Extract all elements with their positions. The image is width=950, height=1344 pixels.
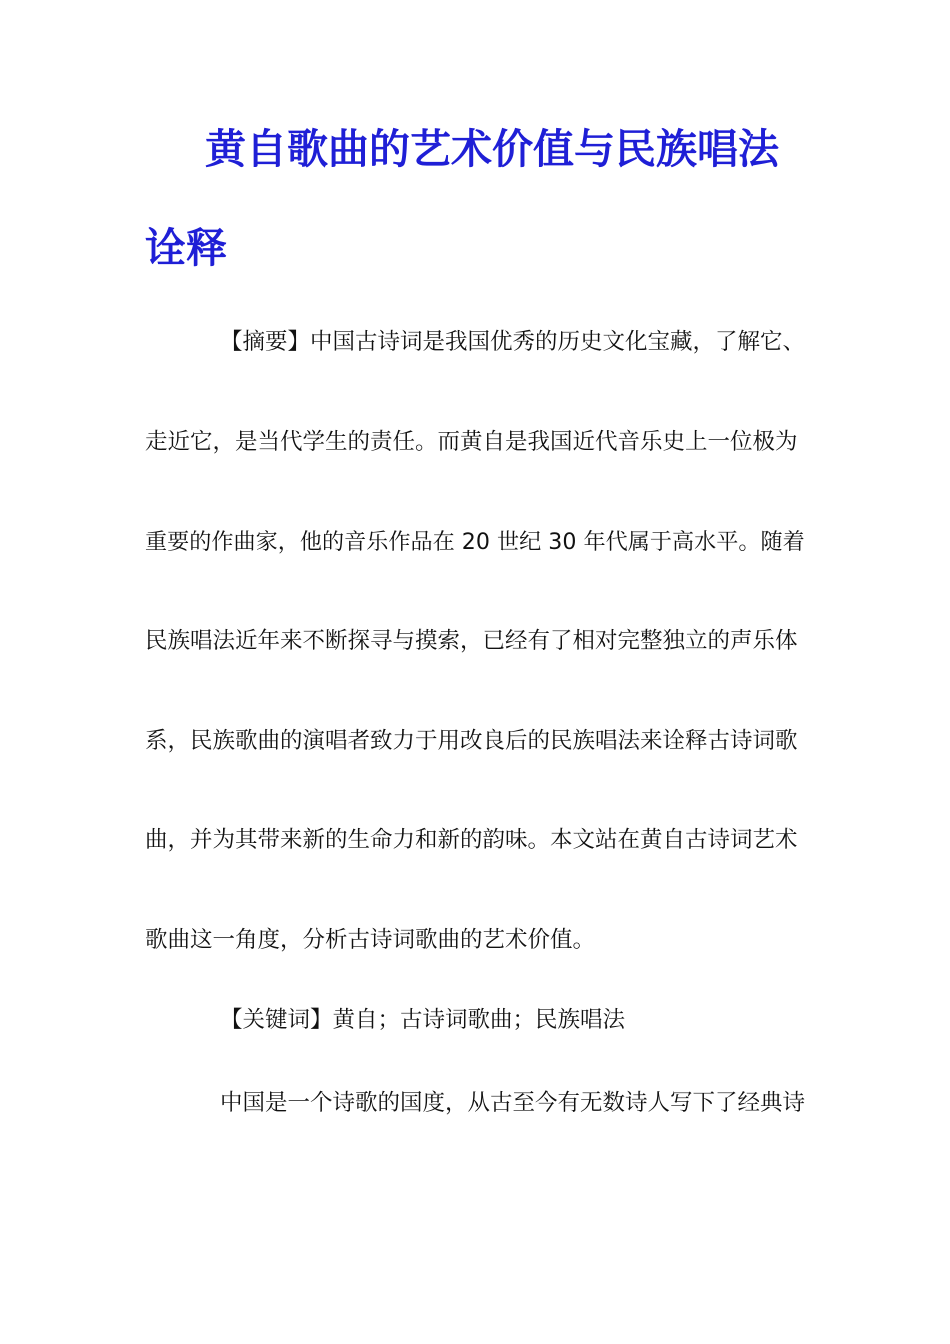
keywords-line: 【关键词】黄自；古诗词歌曲；民族唱法 [220, 1007, 626, 1033]
abstract-line-7: 歌曲这一角度，分析古诗词歌曲的艺术价值。 [145, 927, 596, 953]
abstract-line-4: 民族唱法近年来不断探寻与摸索，已经有了相对完整独立的声乐体 [145, 628, 798, 654]
document-title-line-1: 黄自歌曲的艺术价值与民族唱法 [205, 125, 779, 173]
abstract-line-1: 【摘要】中国古诗词是我国优秀的历史文化宝藏，了解它、 [220, 329, 806, 355]
document-title-line-2: 诠释 [145, 224, 227, 272]
abstract-line-5: 系，民族歌曲的演唱者致力于用改良后的民族唱法来诠释古诗词歌 [145, 728, 798, 754]
abstract-line-2: 走近它，是当代学生的责任。而黄自是我国近代音乐史上一位极为 [145, 429, 798, 455]
body-paragraph-line-1: 中国是一个诗歌的国度，从古至今有无数诗人写下了经典诗 [220, 1090, 806, 1116]
abstract-line-3: 重要的作曲家，他的音乐作品在 20 世纪 30 年代属于高水平。随着 [145, 529, 805, 555]
abstract-line-6: 曲，并为其带来新的生命力和新的韵味。本文站在黄自古诗词艺术 [145, 827, 798, 853]
